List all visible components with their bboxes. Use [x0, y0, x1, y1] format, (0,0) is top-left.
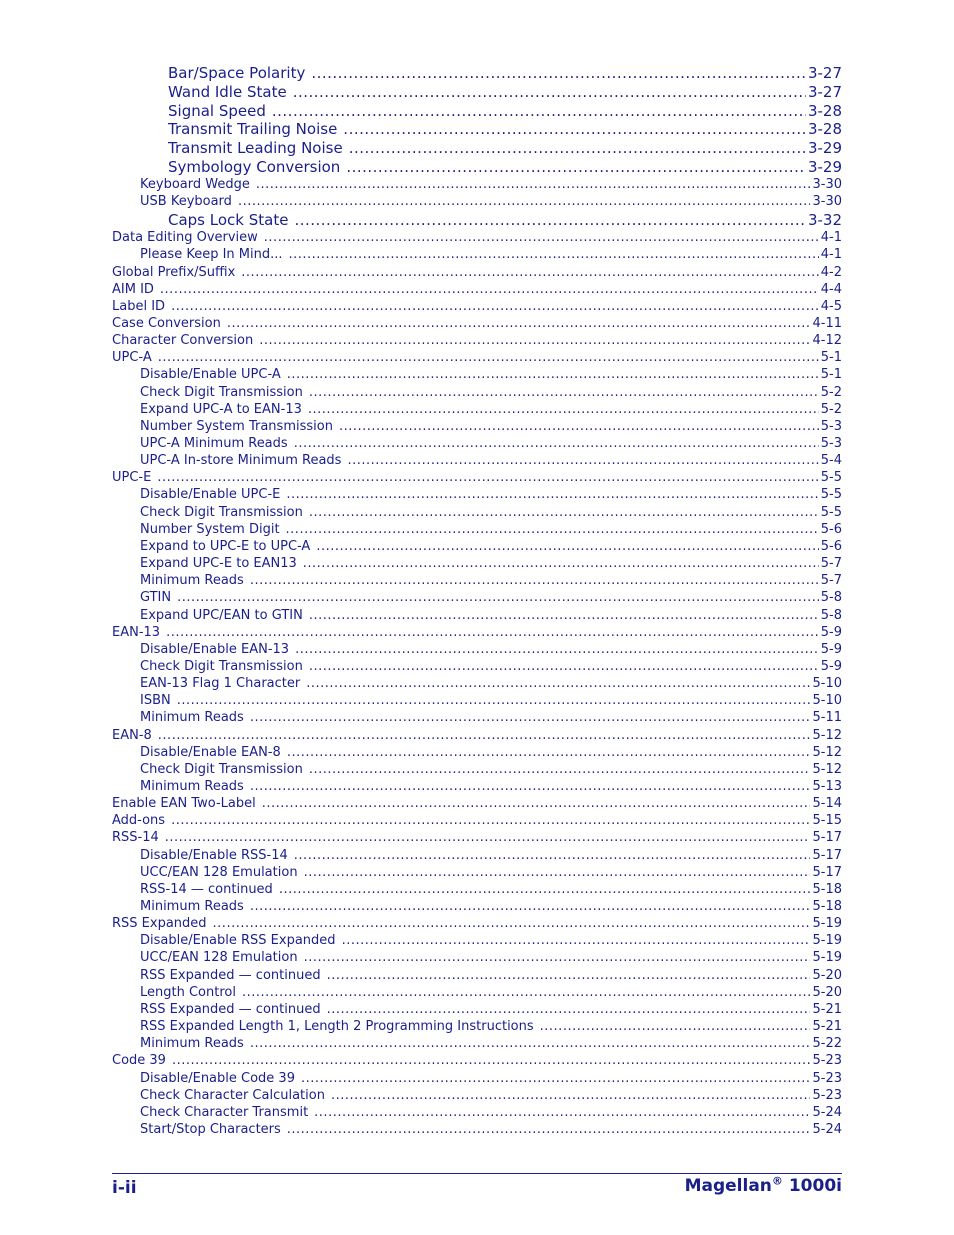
dot-leader	[309, 607, 819, 624]
toc-entry-label: Number System Transmission	[140, 419, 333, 434]
toc-entry-label: ISBN	[140, 693, 171, 708]
toc-entry-page: 5-6	[820, 539, 842, 554]
toc-entry[interactable]	[112, 727, 842, 744]
toc-entry[interactable]	[140, 761, 842, 778]
footer-product-title	[685, 1176, 842, 1196]
dot-leader	[294, 847, 811, 864]
toc-entry-page: 5-9	[820, 625, 842, 640]
toc-entry-label: EAN-13 Flag 1 Character	[140, 676, 301, 691]
toc-entry[interactable]	[140, 538, 842, 555]
toc-entry-page: 5-12	[812, 762, 842, 777]
toc-entry[interactable]	[140, 486, 842, 503]
toc-entry[interactable]	[140, 967, 842, 984]
toc-entry-label: Character Conversion	[112, 333, 254, 348]
dot-leader	[171, 298, 819, 315]
footer-divider	[112, 1173, 842, 1174]
toc-entry[interactable]	[140, 504, 842, 521]
toc-entry-label: Minimum Reads	[140, 1036, 244, 1051]
toc-entry-page: 5-24	[812, 1105, 842, 1120]
toc-entry[interactable]	[112, 829, 842, 846]
toc-entry-page: 5-18	[812, 882, 842, 897]
toc-entry-label: RSS Expanded — continued	[140, 1002, 321, 1017]
toc-entry-page: 5-12	[812, 745, 842, 760]
dot-leader	[314, 1104, 810, 1121]
toc-entry-page: 4-4	[820, 282, 842, 297]
toc-entry-page: 5-19	[812, 933, 842, 948]
toc-entry-label: GTIN	[140, 590, 172, 605]
toc-entry[interactable]	[140, 692, 842, 709]
dot-leader	[157, 469, 818, 486]
dot-leader	[294, 435, 819, 452]
toc-entry-label: EAN-8	[112, 728, 152, 743]
dot-leader	[213, 915, 811, 932]
toc-entry-page: 4-11	[812, 316, 842, 331]
dot-leader	[295, 641, 819, 658]
dot-leader	[286, 521, 819, 538]
toc-entry-label: Start/Stop Characters	[140, 1122, 281, 1137]
toc-entry-page: 5-5	[820, 487, 842, 502]
toc-entry[interactable]	[168, 211, 842, 230]
toc-entry[interactable]	[112, 315, 842, 332]
toc-entry[interactable]	[140, 949, 842, 966]
toc-entry-page: 5-6	[820, 522, 842, 537]
toc-entry-label: Minimum Reads	[140, 779, 244, 794]
toc-entry-page: 4-1	[820, 247, 842, 262]
toc-entry-label: Expand UPC-E to EAN13	[140, 556, 297, 571]
toc-entry-label: Check Digit Transmission	[140, 385, 303, 400]
toc-entry-label: Minimum Reads	[140, 899, 244, 914]
toc-entry-label: Disable/Enable RSS-14	[140, 848, 288, 863]
toc-entry-page: 5-9	[820, 659, 842, 674]
dot-leader	[238, 193, 811, 210]
toc-entry-page: 5-21	[812, 1002, 842, 1017]
toc-entry-page: 5-12	[812, 728, 842, 743]
toc-entry[interactable]	[168, 83, 842, 102]
toc-entry-page: 4-2	[820, 265, 842, 280]
toc-entry-label: Disable/Enable Code 39	[140, 1071, 295, 1086]
dot-leader	[287, 1121, 811, 1138]
dot-leader	[177, 692, 811, 709]
toc-entry-page: 3-29	[807, 139, 842, 157]
dot-leader	[343, 120, 806, 139]
toc-entry[interactable]	[112, 229, 842, 246]
dot-leader	[262, 795, 811, 812]
toc-entry[interactable]	[140, 932, 842, 949]
toc-entry[interactable]	[140, 847, 842, 864]
dot-leader	[304, 864, 811, 881]
toc-entry-label: UCC/EAN 128 Emulation	[140, 865, 298, 880]
toc-entry-page: 5-24	[812, 1122, 842, 1137]
toc-entry-label: Transmit Leading Noise	[168, 139, 343, 157]
toc-entry-page: 5-9	[820, 642, 842, 657]
dot-leader	[294, 211, 806, 230]
toc-entry[interactable]	[140, 418, 842, 435]
dot-leader	[250, 898, 811, 915]
toc-entry-label: EAN-13	[112, 625, 161, 640]
toc-entry[interactable]	[140, 709, 842, 726]
toc-entry[interactable]	[168, 102, 842, 121]
toc-entry-page: 5-19	[812, 916, 842, 931]
dot-leader	[158, 727, 811, 744]
dot-leader	[331, 1087, 811, 1104]
toc-entry-label: UPC-E	[112, 470, 152, 485]
toc-entry[interactable]	[140, 1121, 842, 1138]
toc-entry[interactable]	[168, 158, 842, 177]
toc-entry[interactable]	[140, 1001, 842, 1018]
toc-entry[interactable]	[112, 795, 842, 812]
toc-entry[interactable]	[140, 589, 842, 606]
toc-entry-label: Please Keep In Mind...	[140, 247, 283, 262]
toc-entry-label: AIM ID	[112, 282, 154, 297]
toc-entry[interactable]	[140, 641, 842, 658]
toc-entry[interactable]	[140, 366, 842, 383]
toc-entry-label: Expand UPC/EAN to GTIN	[140, 608, 303, 623]
toc-entry[interactable]	[140, 1035, 842, 1052]
toc-entry-page: 5-23	[812, 1088, 842, 1103]
dot-leader	[304, 949, 811, 966]
toc-entry[interactable]	[140, 658, 842, 675]
toc-entry-page: 3-29	[807, 158, 842, 176]
dot-leader	[540, 1018, 811, 1035]
toc-entry[interactable]	[168, 139, 842, 158]
registered-mark: ®	[771, 1174, 783, 1188]
toc-entry-page: 3-27	[807, 64, 842, 82]
toc-entry-label: Check Digit Transmission	[140, 659, 303, 674]
toc-entry[interactable]	[112, 1052, 842, 1069]
dot-leader	[171, 812, 810, 829]
toc-entry[interactable]	[140, 401, 842, 418]
dot-leader	[227, 315, 811, 332]
toc-entry-page: 5-17	[812, 830, 842, 845]
dot-leader	[250, 778, 811, 795]
dot-leader	[250, 1035, 811, 1052]
dot-leader	[279, 881, 811, 898]
toc-entry-label: Enable EAN Two-Label	[112, 796, 256, 811]
toc-entry-label: Disable/Enable UPC-A	[140, 367, 281, 382]
toc-entry-page: 5-22	[812, 1036, 842, 1051]
dot-leader	[309, 384, 819, 401]
dot-leader	[349, 139, 806, 158]
dot-leader	[241, 264, 818, 281]
toc-entry[interactable]	[112, 915, 842, 932]
toc-entry-page: 5-17	[812, 865, 842, 880]
toc-entry-page: 5-14	[812, 796, 842, 811]
toc-entry-page: 5-10	[812, 693, 842, 708]
toc-entry-label: Symbology Conversion	[168, 158, 341, 176]
toc-entry[interactable]	[140, 555, 842, 572]
toc-entry-label: Disable/Enable UPC-E	[140, 487, 281, 502]
toc-entry-label: RSS-14	[112, 830, 159, 845]
toc-entry-label: Bar/Space Polarity	[168, 64, 306, 82]
toc-entry[interactable]	[140, 1070, 842, 1087]
footer-model: 1000i	[788, 1176, 842, 1196]
toc-entry[interactable]	[140, 864, 842, 881]
toc-entry-page: 5-2	[820, 402, 842, 417]
toc-entry-page: 5-2	[820, 385, 842, 400]
toc-entry-label: RSS Expanded	[112, 916, 207, 931]
toc-entry-page: 5-20	[812, 968, 842, 983]
toc-entry[interactable]	[112, 624, 842, 641]
toc-entry-label: Disable/Enable EAN-8	[140, 745, 281, 760]
toc-entry-page: 5-1	[820, 367, 842, 382]
toc-entry-page: 5-15	[812, 813, 842, 828]
toc-entry[interactable]	[112, 264, 842, 281]
dot-leader	[172, 1052, 811, 1069]
toc-entry-page: 4-1	[820, 230, 842, 245]
dot-leader	[287, 366, 819, 383]
dot-leader	[339, 418, 819, 435]
toc-entry-page: 3-30	[812, 177, 842, 192]
dot-leader	[309, 658, 819, 675]
toc-entry-label: RSS Expanded Length 1, Length 2 Programming Instructions	[140, 1019, 534, 1034]
toc-entry-page: 3-27	[807, 83, 842, 101]
toc-entry-page: 3-28	[807, 120, 842, 138]
toc-entry[interactable]	[140, 1018, 842, 1035]
toc-entry[interactable]	[140, 881, 842, 898]
toc-entry-label: Transmit Trailing Noise	[168, 120, 338, 138]
toc-entry-page: 5-11	[812, 710, 842, 725]
toc-entry[interactable]	[140, 246, 842, 263]
toc-entry-label: Length Control	[140, 985, 236, 1000]
toc-entry-page: 5-8	[820, 590, 842, 605]
toc-entry[interactable]	[168, 120, 842, 139]
toc-entry[interactable]	[140, 1087, 842, 1104]
toc-entry-label: UPC-A In-store Minimum Reads	[140, 453, 342, 468]
toc-entry[interactable]	[140, 744, 842, 761]
dot-leader	[160, 281, 819, 298]
toc-entry-page: 5-7	[820, 573, 842, 588]
toc-entry[interactable]	[112, 332, 842, 349]
toc-entry-page: 5-23	[812, 1071, 842, 1086]
toc-entry-label: Number System Digit	[140, 522, 280, 537]
toc-entry-page: 3-28	[807, 102, 842, 120]
toc-entry-page: 5-23	[812, 1053, 842, 1068]
toc-entry-label: UCC/EAN 128 Emulation	[140, 950, 298, 965]
dot-leader	[327, 1001, 811, 1018]
dot-leader	[166, 624, 819, 641]
dot-leader	[346, 158, 806, 177]
toc-entry-label: Wand Idle State	[168, 83, 287, 101]
toc-entry-label: Disable/Enable EAN-13	[140, 642, 290, 657]
toc-entry-page: 5-13	[812, 779, 842, 794]
toc-entry-page: 5-3	[820, 419, 842, 434]
dot-leader	[301, 1070, 811, 1087]
footer-product-name: Magellan	[684, 1176, 772, 1196]
toc-entry-page: 5-20	[812, 985, 842, 1000]
toc-entry-page: 3-32	[807, 211, 842, 229]
toc-entry-page: 5-18	[812, 899, 842, 914]
toc-entry-label: UPC-A Minimum Reads	[140, 436, 288, 451]
dot-leader	[242, 984, 811, 1001]
toc-entry[interactable]	[112, 469, 842, 486]
dot-leader	[165, 829, 811, 846]
toc-entry[interactable]	[140, 607, 842, 624]
toc-entry-label: Check Digit Transmission	[140, 762, 303, 777]
toc-entry-page: 5-17	[812, 848, 842, 863]
toc-entry-label: RSS-14 — continued	[140, 882, 273, 897]
toc-entry-label: Caps Lock State	[168, 211, 289, 229]
toc-entry-label: Check Character Calculation	[140, 1088, 325, 1103]
dot-leader	[342, 932, 811, 949]
dot-leader	[293, 83, 806, 102]
toc-entry-label: Check Character Transmit	[140, 1105, 309, 1120]
toc-entry-label: USB Keyboard	[140, 194, 232, 209]
toc-entry[interactable]	[112, 349, 842, 366]
toc-entry[interactable]	[140, 452, 842, 469]
toc-entry-label: Expand to UPC-E to UPC-A	[140, 539, 311, 554]
dot-leader	[309, 761, 811, 778]
toc-entry-label: Code 39	[112, 1053, 166, 1068]
dot-leader	[308, 401, 819, 418]
dot-leader	[158, 349, 819, 366]
toc-entry[interactable]	[140, 1104, 842, 1121]
dot-leader	[256, 176, 811, 193]
toc-entry[interactable]	[140, 176, 842, 193]
toc-entry[interactable]	[112, 298, 842, 315]
toc-entry-label: Check Digit Transmission	[140, 505, 303, 520]
toc-entry[interactable]	[140, 193, 842, 210]
toc-entry[interactable]	[140, 675, 842, 692]
toc-entry[interactable]	[140, 572, 842, 589]
dot-leader	[272, 102, 806, 121]
toc-entry-page: 5-19	[812, 950, 842, 965]
toc-entry-page: 5-7	[820, 556, 842, 571]
dot-leader	[316, 538, 818, 555]
toc-entry-page: 3-30	[812, 194, 842, 209]
toc-entry[interactable]	[140, 521, 842, 538]
toc-entry-label: Label ID	[112, 299, 166, 314]
toc-entry-page: 5-5	[820, 505, 842, 520]
dot-leader	[286, 486, 818, 503]
dot-leader	[287, 744, 811, 761]
toc-entry-label: Disable/Enable RSS Expanded	[140, 933, 336, 948]
toc-entry-label: RSS Expanded — continued	[140, 968, 321, 983]
toc-entry[interactable]	[140, 384, 842, 401]
toc-entry-label: Minimum Reads	[140, 710, 244, 725]
dot-leader	[177, 589, 819, 606]
toc-entry-label: Add-ons	[112, 813, 166, 828]
dot-leader	[309, 504, 819, 521]
toc-entry-label: Global Prefix/Suffix	[112, 265, 236, 280]
dot-leader	[311, 64, 806, 83]
toc-entry-label: Signal Speed	[168, 102, 266, 120]
toc-entry-page: 5-3	[820, 436, 842, 451]
dot-leader	[250, 709, 811, 726]
toc-entry[interactable]	[140, 435, 842, 452]
toc-entry-label: Minimum Reads	[140, 573, 244, 588]
dot-leader	[264, 229, 819, 246]
dot-leader	[306, 675, 810, 692]
toc-entry-label: Expand UPC-A to EAN-13	[140, 402, 302, 417]
toc-entry-page: 5-5	[820, 470, 842, 485]
dot-leader	[303, 555, 819, 572]
toc-entry[interactable]	[140, 898, 842, 915]
toc-entry-label: Keyboard Wedge	[140, 177, 250, 192]
footer-page-number: i-ii	[112, 1178, 137, 1198]
dot-leader	[250, 572, 819, 589]
dot-leader	[289, 246, 819, 263]
dot-leader	[327, 967, 811, 984]
toc-entry-label: Data Editing Overview	[112, 230, 258, 245]
toc-entry[interactable]	[168, 64, 842, 83]
toc-entry-page: 5-21	[812, 1019, 842, 1034]
toc-entry-label: UPC-A	[112, 350, 152, 365]
toc-entry[interactable]	[112, 281, 842, 298]
toc-entry-label: Case Conversion	[112, 316, 221, 331]
dot-leader	[347, 452, 818, 469]
toc-entry[interactable]	[140, 984, 842, 1001]
toc-entry[interactable]	[140, 778, 842, 795]
toc-entry[interactable]	[112, 812, 842, 829]
toc-entry-page: 4-5	[820, 299, 842, 314]
toc-entry-page: 5-1	[820, 350, 842, 365]
dot-leader	[259, 332, 810, 349]
toc-entry-page: 5-8	[820, 608, 842, 623]
toc-entry-page: 5-4	[820, 453, 842, 468]
toc-entry-page: 5-10	[812, 676, 842, 691]
toc-entry-page: 4-12	[812, 333, 842, 348]
